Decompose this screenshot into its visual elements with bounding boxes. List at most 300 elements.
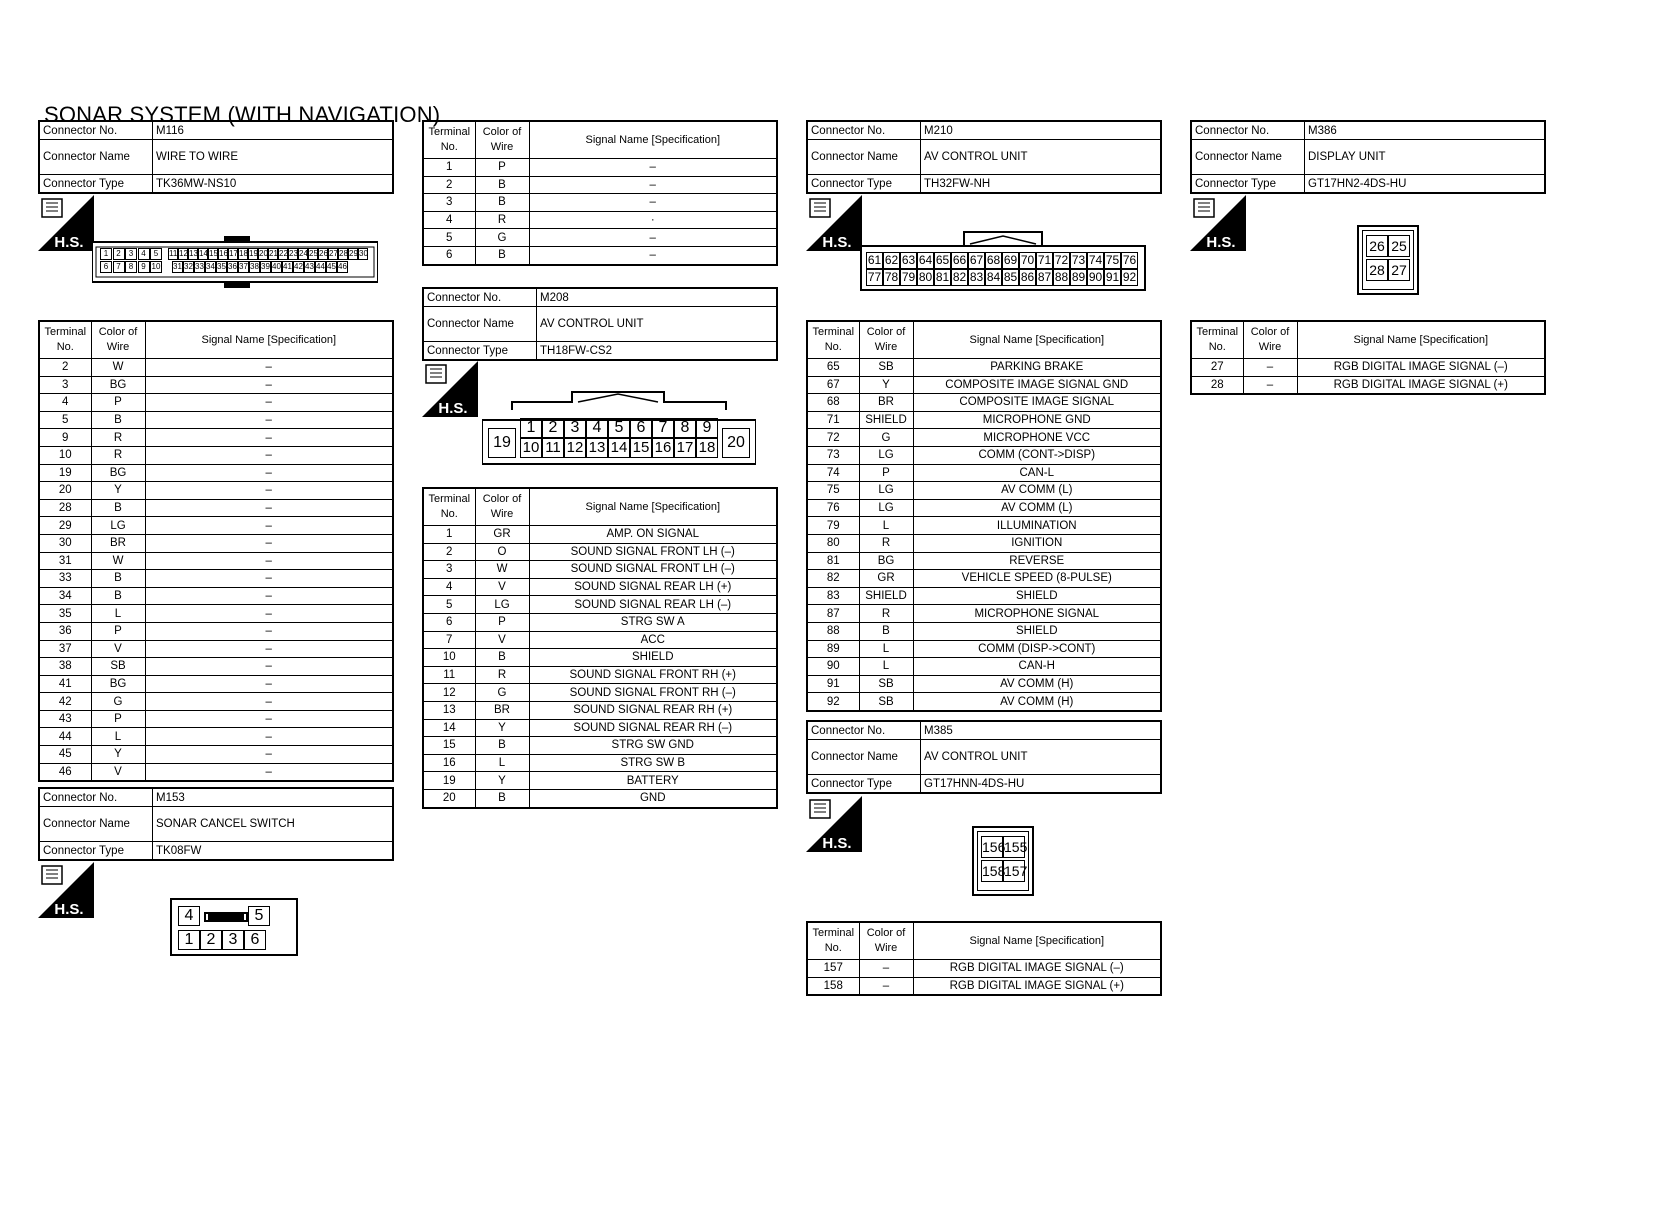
wire-color-cell: L <box>91 605 145 623</box>
terminal-no-cell: 12 <box>423 684 475 702</box>
connector-type: TK08FW <box>153 842 394 861</box>
wire-color-cell: B <box>91 499 145 517</box>
terminal-no-cell: 33 <box>39 570 91 588</box>
signal-name-cell: SHIELD <box>529 649 777 667</box>
signal-name-cell: SOUND SIGNAL REAR RH (–) <box>529 719 777 737</box>
pin-cell: 89 <box>1071 270 1086 284</box>
table-row <box>807 446 1161 464</box>
pin-cell: 66 <box>952 253 967 267</box>
wire-color-cell: B <box>475 649 529 667</box>
pin-cell: 6 <box>100 261 112 273</box>
wire-color-cell: LG <box>859 499 913 517</box>
wire-color-cell: W <box>91 359 145 377</box>
pin-cell: 82 <box>952 270 967 284</box>
pin-cell: 2 <box>113 248 125 260</box>
terminal-no-cell: 44 <box>39 728 91 746</box>
header-terminal-no: Terminal No. <box>39 321 91 359</box>
signal-name-cell: COMPOSITE IMAGE SIGNAL GND <box>913 376 1161 394</box>
table-row <box>807 675 1161 693</box>
connector-type: GT17HNN-4DS-HU <box>921 775 1162 794</box>
wire-color-cell: – <box>1243 376 1297 394</box>
signal-name-cell: VEHICLE SPEED (8-PULSE) <box>913 570 1161 588</box>
wire-color-cell: R <box>475 666 529 684</box>
signal-name-cell: – <box>145 622 393 640</box>
signal-name-cell: SOUND SIGNAL FRONT LH (–) <box>529 543 777 561</box>
terminal-no-cell: 67 <box>807 376 859 394</box>
signal-name-cell: AV COMM (H) <box>913 675 1161 693</box>
table-row <box>1191 359 1545 377</box>
label-connector-name: Connector Name <box>1191 140 1305 175</box>
wire-color-cell: G <box>475 684 529 702</box>
signal-name-cell: SOUND SIGNAL FRONT RH (+) <box>529 666 777 684</box>
pin-cell: 72 <box>1054 253 1069 267</box>
harness-side-icon <box>806 796 862 857</box>
pin-cell: 22 <box>279 249 288 258</box>
m208-info <box>422 287 778 361</box>
pin-cell: 71 <box>1037 253 1052 267</box>
terminal-no-cell: 1 <box>423 159 475 177</box>
pin-cell: 29 <box>349 249 358 258</box>
signal-name-cell: – <box>529 194 777 212</box>
table-row <box>807 534 1161 552</box>
label-connector-no: Connector No. <box>39 121 153 140</box>
connector-no: M385 <box>921 721 1162 740</box>
pin-cell: 25 <box>1388 235 1410 257</box>
signal-name-cell: – <box>145 728 393 746</box>
table-row <box>423 649 777 667</box>
terminal-no-cell: 27 <box>1191 359 1243 377</box>
terminal-no-cell: 5 <box>423 229 475 247</box>
terminal-no-cell: 34 <box>39 587 91 605</box>
signal-name-cell: – <box>145 394 393 412</box>
wire-color-cell: V <box>91 640 145 658</box>
table-row <box>423 246 777 264</box>
header-signal-name: Signal Name [Specification] <box>913 922 1161 960</box>
header-terminal-no: Terminal No. <box>807 321 859 359</box>
terminal-no-cell: 16 <box>423 754 475 772</box>
signal-name-cell: STRG SW GND <box>529 737 777 755</box>
terminal-no-cell: 89 <box>807 640 859 658</box>
pin-cell: 38 <box>250 262 259 271</box>
signal-name-cell: SOUND SIGNAL REAR RH (+) <box>529 701 777 719</box>
table-row <box>39 658 393 676</box>
pin-cell: 91 <box>1105 270 1120 284</box>
pin-cell: 21 <box>269 249 278 258</box>
signal-name-cell: – <box>145 429 393 447</box>
svg-text:H.S.: H.S. <box>822 835 852 852</box>
signal-name-cell: MICROPHONE GND <box>913 411 1161 429</box>
connector-type: TH32FW-NH <box>921 175 1162 194</box>
signal-name-cell: – <box>145 640 393 658</box>
pin-cell: 10 <box>151 262 161 271</box>
pin-cell: 6 <box>244 930 266 950</box>
pin-cell: 74 <box>1088 253 1103 267</box>
pin-cell: 16 <box>652 438 674 458</box>
terminal-no-cell: 2 <box>423 543 475 561</box>
pin-cell: 19 <box>488 428 516 458</box>
table-row <box>807 429 1161 447</box>
pin-cell: 8 <box>125 261 137 273</box>
table-row <box>39 605 393 623</box>
wire-color-cell: – <box>859 977 913 995</box>
header-color-of-wire: Color of Wire <box>859 922 913 960</box>
terminal-no-cell: 5 <box>39 411 91 429</box>
signal-name-cell: – <box>529 229 777 247</box>
wire-color-cell: V <box>475 578 529 596</box>
wire-color-cell: B <box>91 587 145 605</box>
pin-cell: 70 <box>1020 253 1035 267</box>
signal-name-cell: CAN-L <box>913 464 1161 482</box>
terminal-no-cell: 7 <box>423 631 475 649</box>
terminal-no-cell: 41 <box>39 675 91 693</box>
pin-cell: 4 <box>138 248 150 260</box>
terminal-no-cell: 28 <box>39 499 91 517</box>
signal-name-cell: – <box>145 464 393 482</box>
pin-cell: 1 <box>100 248 112 260</box>
pin-cell: 18 <box>696 438 718 458</box>
terminal-no-cell: 6 <box>423 246 475 264</box>
pin-cell: 4 <box>178 906 200 926</box>
signal-name-cell: – <box>145 482 393 500</box>
table-row <box>807 552 1161 570</box>
table-row <box>39 359 393 377</box>
signal-name-cell: – <box>145 693 393 711</box>
signal-name-cell: – <box>145 534 393 552</box>
pin-cell: 7 <box>652 418 674 438</box>
terminal-no-cell: 73 <box>807 446 859 464</box>
header-terminal-no: Terminal No. <box>423 121 475 159</box>
signal-name-cell: IGNITION <box>913 534 1161 552</box>
table-row <box>423 631 777 649</box>
header-color-of-wire: Color of Wire <box>91 321 145 359</box>
wire-color-cell: Y <box>859 376 913 394</box>
pin-cell: 5 <box>248 906 270 926</box>
terminal-no-cell: 3 <box>423 561 475 579</box>
pin-cell: 25 <box>309 249 318 258</box>
terminal-no-cell: 31 <box>39 552 91 570</box>
pin-cell: 12 <box>179 249 188 258</box>
table-row <box>423 789 777 807</box>
label-connector-name: Connector Name <box>39 807 153 842</box>
table-row <box>423 194 777 212</box>
table-row <box>423 684 777 702</box>
pin-cell: 41 <box>283 262 292 271</box>
wire-color-cell: B <box>475 194 529 212</box>
harness-side-icon <box>38 862 94 923</box>
wire-color-cell: L <box>859 658 913 676</box>
m210-pin-table <box>806 320 1162 712</box>
table-row <box>807 640 1161 658</box>
connector-no: M153 <box>153 788 394 807</box>
terminal-no-cell: 68 <box>807 394 859 412</box>
wire-color-cell: B <box>91 411 145 429</box>
table-row <box>807 960 1161 978</box>
m385-pin-table <box>806 921 1162 996</box>
pin-cell: 27 <box>329 249 338 258</box>
signal-name-cell: SHIELD <box>913 587 1161 605</box>
pin-cell: 45 <box>327 262 336 271</box>
header-signal-name: Signal Name [Specification] <box>529 121 777 159</box>
table-row <box>39 746 393 764</box>
terminal-no-cell: 38 <box>39 658 91 676</box>
wire-color-cell: Y <box>91 746 145 764</box>
pin-cell: 5 <box>608 418 630 438</box>
terminal-no-cell: 65 <box>807 359 859 377</box>
table-row <box>39 499 393 517</box>
terminal-no-cell: 19 <box>39 464 91 482</box>
wire-color-cell: P <box>91 622 145 640</box>
table-row <box>423 613 777 631</box>
m116-connector-face <box>92 236 378 293</box>
wire-color-cell: G <box>859 429 913 447</box>
wire-color-cell: P <box>859 464 913 482</box>
pin-cell: 3 <box>222 930 244 950</box>
pin-cell: 83 <box>969 270 984 284</box>
table-row <box>807 482 1161 500</box>
wire-color-cell: B <box>475 246 529 264</box>
table-row <box>807 622 1161 640</box>
pin-cell: 42 <box>294 262 303 271</box>
table-row <box>423 719 777 737</box>
m208-pin-table <box>422 487 778 809</box>
header-signal-name: Signal Name [Specification] <box>913 321 1161 359</box>
table-row <box>39 763 393 781</box>
pin-cell: 1 <box>178 930 200 950</box>
terminal-no-cell: 83 <box>807 587 859 605</box>
signal-name-cell: CAN-H <box>913 658 1161 676</box>
terminal-no-cell: 20 <box>39 482 91 500</box>
label-connector-no: Connector No. <box>423 288 537 307</box>
connector-name: AV CONTROL UNIT <box>537 307 778 342</box>
pin-cell: 3 <box>564 418 586 438</box>
pin-cell: 36 <box>228 262 237 271</box>
wire-color-cell: P <box>91 710 145 728</box>
signal-name-cell: COMM (DISP->CONT) <box>913 640 1161 658</box>
terminal-no-cell: 13 <box>423 701 475 719</box>
header-color-of-wire: Color of Wire <box>859 321 913 359</box>
signal-name-cell: MICROPHONE VCC <box>913 429 1161 447</box>
pin-cell: 63 <box>901 253 916 267</box>
wire-color-cell: BR <box>475 701 529 719</box>
terminal-no-cell: 45 <box>39 746 91 764</box>
pin-cell: 85 <box>1003 270 1018 284</box>
terminal-no-cell: 91 <box>807 675 859 693</box>
table-row <box>39 376 393 394</box>
pin-cell: 9 <box>696 418 718 438</box>
table-row <box>423 211 777 229</box>
table-row <box>807 394 1161 412</box>
table-row <box>39 552 393 570</box>
terminal-no-cell: 80 <box>807 534 859 552</box>
header-color-of-wire: Color of Wire <box>1243 321 1297 359</box>
pin-cell: 33 <box>195 262 204 271</box>
signal-name-cell: AV COMM (H) <box>913 693 1161 711</box>
signal-name-cell: – <box>145 359 393 377</box>
terminal-no-cell: 4 <box>39 394 91 412</box>
terminal-no-cell: 14 <box>423 719 475 737</box>
table-row <box>39 464 393 482</box>
label-connector-type: Connector Type <box>39 175 153 194</box>
wire-color-cell: B <box>475 789 529 807</box>
signal-name-cell: SOUND SIGNAL FRONT RH (–) <box>529 684 777 702</box>
pin-cell: 23 <box>289 249 298 258</box>
signal-name-cell: PARKING BRAKE <box>913 359 1161 377</box>
signal-name-cell: · <box>529 211 777 229</box>
signal-name-cell: RGB DIGITAL IMAGE SIGNAL (–) <box>913 960 1161 978</box>
table-row <box>39 640 393 658</box>
terminal-no-cell: 30 <box>39 534 91 552</box>
signal-name-cell: – <box>145 763 393 781</box>
pin-cell: 39 <box>261 262 270 271</box>
signal-name-cell: MICROPHONE SIGNAL <box>913 605 1161 623</box>
header-terminal-no: Terminal No. <box>807 922 859 960</box>
pin-cell: 157 <box>1003 860 1025 882</box>
pin-cell: 24 <box>299 249 308 258</box>
page-title: SONAR SYSTEM (WITH NAVIGATION) <box>44 102 441 127</box>
table-row <box>39 517 393 535</box>
pin-cell: 77 <box>867 270 882 284</box>
wire-color-cell: – <box>1243 359 1297 377</box>
terminal-no-cell: 11 <box>423 666 475 684</box>
terminal-no-cell: 42 <box>39 693 91 711</box>
table-row <box>423 561 777 579</box>
harness-side-icon <box>38 195 94 256</box>
terminal-no-cell: 90 <box>807 658 859 676</box>
table-row <box>39 482 393 500</box>
terminal-no-cell: 71 <box>807 411 859 429</box>
pin-cell: 84 <box>986 270 1001 284</box>
wire-color-cell: L <box>91 728 145 746</box>
pin-cell: 88 <box>1054 270 1069 284</box>
table-row <box>807 587 1161 605</box>
pin-cell: 40 <box>272 262 281 271</box>
label-connector-no: Connector No. <box>807 121 921 140</box>
table-row <box>807 693 1161 711</box>
connector-name: AV CONTROL UNIT <box>921 140 1162 175</box>
pin-cell: 17 <box>229 249 238 258</box>
table-row <box>807 658 1161 676</box>
svg-text:H.S.: H.S. <box>54 901 84 918</box>
table-row <box>423 772 777 790</box>
label-connector-name: Connector Name <box>807 140 921 175</box>
signal-name-cell: – <box>145 746 393 764</box>
terminal-no-cell: 81 <box>807 552 859 570</box>
connector-name: SONAR CANCEL SWITCH <box>153 807 394 842</box>
wire-color-cell: R <box>859 534 913 552</box>
m386-info <box>1190 120 1546 194</box>
table-row <box>423 737 777 755</box>
terminal-no-cell: 15 <box>423 737 475 755</box>
pin-cell: 75 <box>1105 253 1120 267</box>
m385-connector-face <box>972 826 1034 896</box>
pin-cell: 43 <box>305 262 314 271</box>
wire-color-cell: L <box>475 754 529 772</box>
pin-cell: 13 <box>189 249 198 258</box>
wire-color-cell: P <box>91 394 145 412</box>
label-connector-type: Connector Type <box>807 175 921 194</box>
connector-no: M210 <box>921 121 1162 140</box>
terminal-no-cell: 1 <box>423 526 475 544</box>
wire-color-cell: SB <box>859 693 913 711</box>
terminal-no-cell: 87 <box>807 605 859 623</box>
pin-cell: 6 <box>630 418 652 438</box>
terminal-no-cell: 6 <box>423 613 475 631</box>
table-row <box>39 429 393 447</box>
pin-cell: 69 <box>1003 253 1018 267</box>
wire-color-cell: G <box>475 229 529 247</box>
m210-connector-face <box>860 230 1146 292</box>
signal-name-cell: COMM (CONT->DISP) <box>913 446 1161 464</box>
pin-cell: 78 <box>884 270 899 284</box>
wire-color-cell: P <box>475 159 529 177</box>
wire-color-cell: BG <box>91 464 145 482</box>
terminal-no-cell: 19 <box>423 772 475 790</box>
table-row <box>39 411 393 429</box>
signal-name-cell: – <box>145 499 393 517</box>
wire-color-cell: L <box>859 517 913 535</box>
wire-color-cell: BG <box>91 675 145 693</box>
signal-name-cell: – <box>145 675 393 693</box>
connector-type: TH18FW-CS2 <box>537 342 778 361</box>
label-connector-name: Connector Name <box>39 140 153 175</box>
m153-connector-face <box>170 898 298 956</box>
wire-color-cell: B <box>475 176 529 194</box>
terminal-no-cell: 35 <box>39 605 91 623</box>
wire-color-cell: V <box>91 763 145 781</box>
m386-pin-table <box>1190 320 1546 395</box>
table-row <box>39 710 393 728</box>
terminal-no-cell: 82 <box>807 570 859 588</box>
wire-color-cell: LG <box>91 517 145 535</box>
signal-name-cell: RGB DIGITAL IMAGE SIGNAL (+) <box>1297 376 1545 394</box>
terminal-no-cell: 79 <box>807 517 859 535</box>
terminal-no-cell: 29 <box>39 517 91 535</box>
table-row <box>423 666 777 684</box>
signal-name-cell: – <box>145 605 393 623</box>
wire-color-cell: B <box>859 622 913 640</box>
connector-name: DISPLAY UNIT <box>1305 140 1546 175</box>
label-connector-name: Connector Name <box>423 307 537 342</box>
wire-color-cell: Y <box>475 719 529 737</box>
pin-cell: 18 <box>239 249 248 258</box>
table-row <box>39 693 393 711</box>
pin-cell: 7 <box>113 261 125 273</box>
pin-cell: 76 <box>1122 253 1137 267</box>
signal-name-cell: SOUND SIGNAL REAR LH (+) <box>529 578 777 596</box>
terminal-no-cell: 88 <box>807 622 859 640</box>
terminal-no-cell: 5 <box>423 596 475 614</box>
table-row <box>807 570 1161 588</box>
pin-cell: 16 <box>219 249 228 258</box>
label-connector-no: Connector No. <box>39 788 153 807</box>
pin-cell: 19 <box>249 249 258 258</box>
svg-text:H.S.: H.S. <box>822 234 852 251</box>
terminal-no-cell: 92 <box>807 693 859 711</box>
pin-cell: 12 <box>564 438 586 458</box>
signal-name-cell: AV COMM (L) <box>913 499 1161 517</box>
signal-name-cell: – <box>145 587 393 605</box>
terminal-no-cell: 9 <box>39 429 91 447</box>
wire-color-cell: – <box>859 960 913 978</box>
terminal-no-cell: 36 <box>39 622 91 640</box>
pin-cell: 14 <box>608 438 630 458</box>
pin-cell: 155 <box>1003 836 1025 858</box>
signal-name-cell: RGB DIGITAL IMAGE SIGNAL (+) <box>913 977 1161 995</box>
wire-color-cell: R <box>475 211 529 229</box>
signal-name-cell: AV COMM (L) <box>913 482 1161 500</box>
table-row <box>423 543 777 561</box>
wire-color-cell: R <box>91 446 145 464</box>
